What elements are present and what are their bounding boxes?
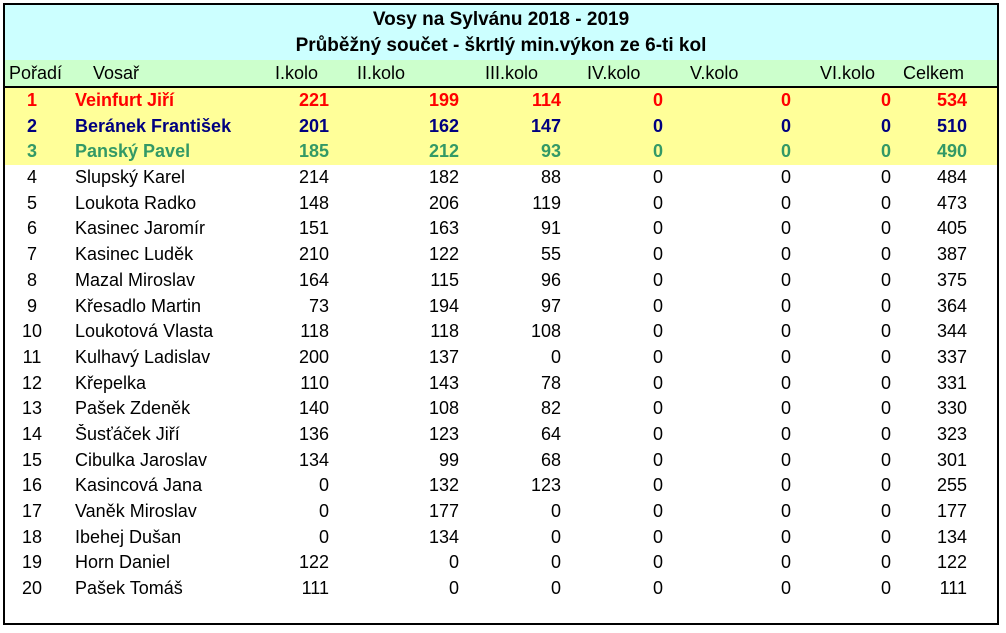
round-6-cell: 0 bbox=[880, 552, 891, 573]
round-1-cell: 221 bbox=[298, 90, 329, 110]
round-4-cell: 0 bbox=[652, 449, 663, 470]
round-3-cell: 55 bbox=[540, 244, 561, 265]
round-3-cell: 108 bbox=[530, 321, 561, 342]
round-3-cell: 123 bbox=[530, 475, 561, 496]
round-1-cell: 148 bbox=[298, 192, 329, 213]
rank-cell: 12 bbox=[21, 372, 43, 393]
page-title: Vosy na Sylvánu 2018 - 2019 bbox=[372, 9, 630, 30]
round-2-cell: 182 bbox=[428, 167, 459, 188]
round-5-cell: 0 bbox=[780, 244, 791, 265]
name-cell: Ibehej Dušan bbox=[75, 526, 182, 547]
round-4-cell: 0 bbox=[652, 269, 663, 290]
round-2-cell: 122 bbox=[428, 244, 459, 265]
round-6-cell: 0 bbox=[880, 346, 891, 367]
rank-cell: 11 bbox=[22, 346, 42, 367]
table-row bbox=[5, 422, 997, 448]
round-2-cell: 162 bbox=[428, 115, 459, 136]
round-3-cell: 91 bbox=[540, 218, 561, 239]
rank-cell: 14 bbox=[21, 423, 43, 444]
rank-cell: 1 bbox=[26, 90, 37, 110]
round-3-cell: 93 bbox=[540, 141, 561, 162]
table-row bbox=[5, 216, 997, 242]
round-6-cell: 0 bbox=[880, 423, 891, 444]
table-body bbox=[5, 88, 997, 602]
total-cell: 534 bbox=[936, 90, 967, 110]
round-1-cell: 214 bbox=[298, 167, 329, 188]
name-cell: Šusťáček Jiří bbox=[75, 423, 180, 444]
round-3-cell: 78 bbox=[540, 372, 561, 393]
round-6-cell: 0 bbox=[880, 475, 891, 496]
round-4-cell: 0 bbox=[652, 423, 663, 444]
total-cell: 364 bbox=[936, 295, 967, 316]
total-cell: 387 bbox=[936, 244, 967, 265]
round-2-cell: 115 bbox=[430, 269, 459, 290]
name-cell: Kasinec Luděk bbox=[75, 244, 194, 265]
round-2-cell: 212 bbox=[428, 141, 459, 162]
round-1-cell: 0 bbox=[318, 475, 329, 496]
table-row bbox=[5, 88, 997, 114]
round-6-cell: 0 bbox=[880, 321, 891, 342]
round-5-cell: 0 bbox=[780, 295, 791, 316]
round-2-cell: 99 bbox=[438, 449, 459, 470]
round-4-cell: 0 bbox=[652, 244, 663, 265]
round-4-cell: 0 bbox=[652, 526, 663, 547]
round-2-cell: 177 bbox=[428, 501, 459, 521]
round-5-cell: 0 bbox=[780, 269, 791, 290]
round-6-cell: 0 bbox=[880, 449, 891, 470]
round-4-cell: 0 bbox=[652, 90, 663, 110]
round-2-cell: 123 bbox=[428, 423, 459, 444]
rank-cell: 8 bbox=[26, 269, 37, 290]
round-5-cell: 0 bbox=[780, 501, 791, 521]
rank-cell: 17 bbox=[21, 501, 43, 521]
rank-cell: 18 bbox=[21, 526, 43, 547]
header-round-5: V.kolo bbox=[690, 63, 739, 83]
total-cell: 405 bbox=[936, 218, 967, 239]
round-3-cell: 96 bbox=[540, 269, 561, 290]
round-4-cell: 0 bbox=[652, 218, 663, 239]
name-cell: Kasinec Jaromír bbox=[75, 218, 206, 239]
round-3-cell: 97 bbox=[540, 295, 561, 316]
round-2-cell: 134 bbox=[428, 526, 459, 547]
name-cell: Vaněk Miroslav bbox=[75, 501, 197, 521]
table-row bbox=[5, 448, 997, 474]
round-1-cell: 73 bbox=[308, 295, 329, 316]
round-1-cell: 185 bbox=[298, 141, 329, 162]
round-3-cell: 0 bbox=[550, 526, 561, 547]
round-2-cell: 206 bbox=[428, 192, 459, 213]
round-1-cell: 201 bbox=[298, 115, 329, 136]
round-1-cell: 0 bbox=[318, 501, 329, 521]
rank-cell: 13 bbox=[21, 398, 43, 419]
total-cell: 177 bbox=[936, 501, 967, 521]
table-row bbox=[5, 165, 997, 191]
total-cell: 484 bbox=[936, 167, 967, 188]
round-2-cell: 143 bbox=[428, 372, 459, 393]
round-4-cell: 0 bbox=[652, 321, 663, 342]
round-4-cell: 0 bbox=[652, 115, 663, 136]
round-6-cell: 0 bbox=[880, 115, 891, 136]
name-cell: Křesadlo Martin bbox=[75, 295, 202, 316]
rank-cell: 7 bbox=[26, 244, 37, 265]
round-5-cell: 0 bbox=[780, 372, 791, 393]
round-1-cell: 140 bbox=[298, 398, 329, 419]
round-2-cell: 199 bbox=[428, 90, 459, 110]
round-6-cell: 0 bbox=[880, 244, 891, 265]
total-cell: 134 bbox=[936, 526, 967, 547]
round-1-cell: 110 bbox=[300, 372, 329, 393]
table-row bbox=[5, 525, 997, 551]
rank-cell: 6 bbox=[26, 218, 37, 239]
total-cell: 323 bbox=[936, 423, 967, 444]
round-1-cell: 164 bbox=[298, 269, 329, 290]
table-row bbox=[5, 345, 997, 371]
rank-cell: 5 bbox=[26, 192, 37, 213]
round-3-cell: 147 bbox=[530, 115, 561, 136]
round-2-cell: 0 bbox=[448, 578, 459, 599]
table-row bbox=[5, 294, 997, 320]
round-4-cell: 0 bbox=[652, 475, 663, 496]
round-4-cell: 0 bbox=[652, 501, 663, 521]
name-cell: Kasincová Jana bbox=[75, 475, 203, 496]
round-5-cell: 0 bbox=[780, 578, 791, 599]
round-5-cell: 0 bbox=[780, 552, 791, 573]
name-cell: Panský Pavel bbox=[75, 141, 191, 162]
rank-cell: 15 bbox=[21, 449, 43, 470]
round-4-cell: 0 bbox=[652, 346, 663, 367]
round-5-cell: 0 bbox=[780, 218, 791, 239]
rank-cell: 4 bbox=[26, 167, 37, 188]
table-row bbox=[5, 114, 997, 140]
round-1-cell: 151 bbox=[298, 218, 329, 239]
round-5-cell: 0 bbox=[780, 398, 791, 419]
round-1-cell: 122 bbox=[298, 552, 329, 573]
name-cell: Mazal Miroslav bbox=[75, 269, 196, 290]
name-cell: Beránek František bbox=[75, 115, 232, 136]
round-5-cell: 0 bbox=[780, 115, 791, 136]
round-1-cell: 134 bbox=[298, 449, 329, 470]
total-cell: 375 bbox=[936, 269, 967, 290]
table-row bbox=[5, 139, 997, 165]
round-2-cell: 137 bbox=[428, 346, 459, 367]
total-cell: 330 bbox=[936, 398, 967, 419]
round-5-cell: 0 bbox=[780, 423, 791, 444]
round-4-cell: 0 bbox=[652, 552, 663, 573]
round-1-cell: 136 bbox=[298, 423, 329, 444]
round-3-cell: 0 bbox=[550, 578, 561, 599]
round-4-cell: 0 bbox=[652, 372, 663, 393]
round-5-cell: 0 bbox=[780, 526, 791, 547]
round-1-cell: 0 bbox=[318, 526, 329, 547]
round-3-cell: 64 bbox=[540, 423, 561, 444]
round-6-cell: 0 bbox=[880, 218, 891, 239]
round-4-cell: 0 bbox=[652, 167, 663, 188]
header-round-4: IV.kolo bbox=[587, 63, 641, 83]
name-cell: Křepelka bbox=[75, 372, 147, 393]
rank-cell: 19 bbox=[21, 552, 43, 573]
total-cell: 510 bbox=[936, 115, 967, 136]
name-cell: Loukotová Vlasta bbox=[75, 321, 214, 342]
round-5-cell: 0 bbox=[780, 449, 791, 470]
round-6-cell: 0 bbox=[880, 372, 891, 393]
table-row bbox=[5, 371, 997, 397]
header-total: Celkem bbox=[903, 63, 965, 83]
name-cell: Cibulka Jaroslav bbox=[75, 449, 208, 470]
round-3-cell: 0 bbox=[550, 346, 561, 367]
round-5-cell: 0 bbox=[780, 346, 791, 367]
round-1-cell: 200 bbox=[298, 346, 329, 367]
round-4-cell: 0 bbox=[652, 578, 663, 599]
total-cell: 255 bbox=[936, 475, 967, 496]
round-6-cell: 0 bbox=[880, 269, 891, 290]
total-cell: 337 bbox=[936, 346, 967, 367]
name-cell: Kulhavý Ladislav bbox=[75, 346, 211, 367]
round-6-cell: 0 bbox=[880, 501, 891, 521]
round-3-cell: 0 bbox=[550, 552, 561, 573]
round-5-cell: 0 bbox=[780, 475, 791, 496]
round-5-cell: 0 bbox=[780, 192, 791, 213]
header-round-3: III.kolo bbox=[485, 63, 539, 83]
name-cell: Veinfurt Jiří bbox=[75, 90, 175, 110]
round-6-cell: 0 bbox=[880, 167, 891, 188]
round-4-cell: 0 bbox=[652, 192, 663, 213]
round-6-cell: 0 bbox=[880, 398, 891, 419]
total-cell: 301 bbox=[936, 449, 967, 470]
name-cell: Pašek Tomáš bbox=[75, 578, 183, 599]
round-1-cell: 111 bbox=[301, 578, 329, 599]
page-subtitle: Průběžný součet - škrtlý min.výkon ze 6-ti kol bbox=[295, 35, 707, 56]
table-row bbox=[5, 396, 997, 422]
round-3-cell: 82 bbox=[540, 398, 561, 419]
round-3-cell: 0 bbox=[550, 501, 561, 521]
title-band bbox=[5, 5, 997, 62]
round-3-cell: 119 bbox=[532, 192, 561, 213]
round-3-cell: 114 bbox=[531, 90, 561, 110]
name-cell: Loukota Radko bbox=[75, 192, 197, 213]
rank-cell: 9 bbox=[26, 295, 37, 316]
header-rank: Pořadí bbox=[9, 63, 63, 83]
round-6-cell: 0 bbox=[880, 192, 891, 213]
round-5-cell: 0 bbox=[780, 321, 791, 342]
header-name: Vosař bbox=[93, 63, 140, 83]
round-5-cell: 0 bbox=[780, 90, 791, 110]
round-2-cell: 132 bbox=[428, 475, 459, 496]
table-row bbox=[5, 499, 997, 525]
header-round-6: VI.kolo bbox=[820, 63, 876, 83]
round-6-cell: 0 bbox=[880, 90, 891, 110]
table-row bbox=[5, 473, 997, 499]
table-row bbox=[5, 242, 997, 268]
round-6-cell: 0 bbox=[880, 295, 891, 316]
total-cell: 111 bbox=[939, 578, 967, 599]
header-round-2: II.kolo bbox=[357, 63, 406, 83]
round-5-cell: 0 bbox=[780, 167, 791, 188]
table-row bbox=[5, 319, 997, 345]
table-header bbox=[5, 60, 997, 88]
round-3-cell: 88 bbox=[540, 167, 561, 188]
name-cell: Pašek Zdeněk bbox=[75, 398, 191, 419]
rank-cell: 10 bbox=[21, 321, 43, 342]
round-2-cell: 0 bbox=[448, 552, 459, 573]
table-row bbox=[5, 576, 997, 602]
table-row bbox=[5, 268, 997, 294]
round-2-cell: 194 bbox=[428, 295, 459, 316]
round-6-cell: 0 bbox=[880, 141, 891, 162]
total-cell: 490 bbox=[936, 141, 967, 162]
round-4-cell: 0 bbox=[652, 141, 663, 162]
total-cell: 331 bbox=[936, 372, 967, 393]
round-3-cell: 68 bbox=[540, 449, 561, 470]
round-2-cell: 118 bbox=[430, 321, 459, 342]
name-cell: Horn Daniel bbox=[75, 552, 171, 573]
round-1-cell: 118 bbox=[300, 321, 329, 342]
results-table bbox=[3, 3, 999, 625]
round-2-cell: 108 bbox=[428, 398, 459, 419]
round-2-cell: 163 bbox=[428, 218, 459, 239]
total-cell: 122 bbox=[936, 552, 967, 573]
round-5-cell: 0 bbox=[780, 141, 791, 162]
table-row bbox=[5, 550, 997, 576]
rank-cell: 20 bbox=[21, 578, 43, 599]
name-cell: Slupský Karel bbox=[75, 167, 186, 188]
total-cell: 344 bbox=[936, 321, 967, 342]
header-round-1: I.kolo bbox=[275, 63, 319, 83]
round-6-cell: 0 bbox=[880, 578, 891, 599]
rank-cell: 3 bbox=[26, 141, 37, 162]
total-cell: 473 bbox=[936, 192, 967, 213]
rank-cell: 16 bbox=[21, 475, 43, 496]
table-row bbox=[5, 191, 997, 217]
round-1-cell: 210 bbox=[298, 244, 329, 265]
round-4-cell: 0 bbox=[652, 398, 663, 419]
round-6-cell: 0 bbox=[880, 526, 891, 547]
rank-cell: 2 bbox=[26, 115, 37, 136]
round-4-cell: 0 bbox=[652, 295, 663, 316]
